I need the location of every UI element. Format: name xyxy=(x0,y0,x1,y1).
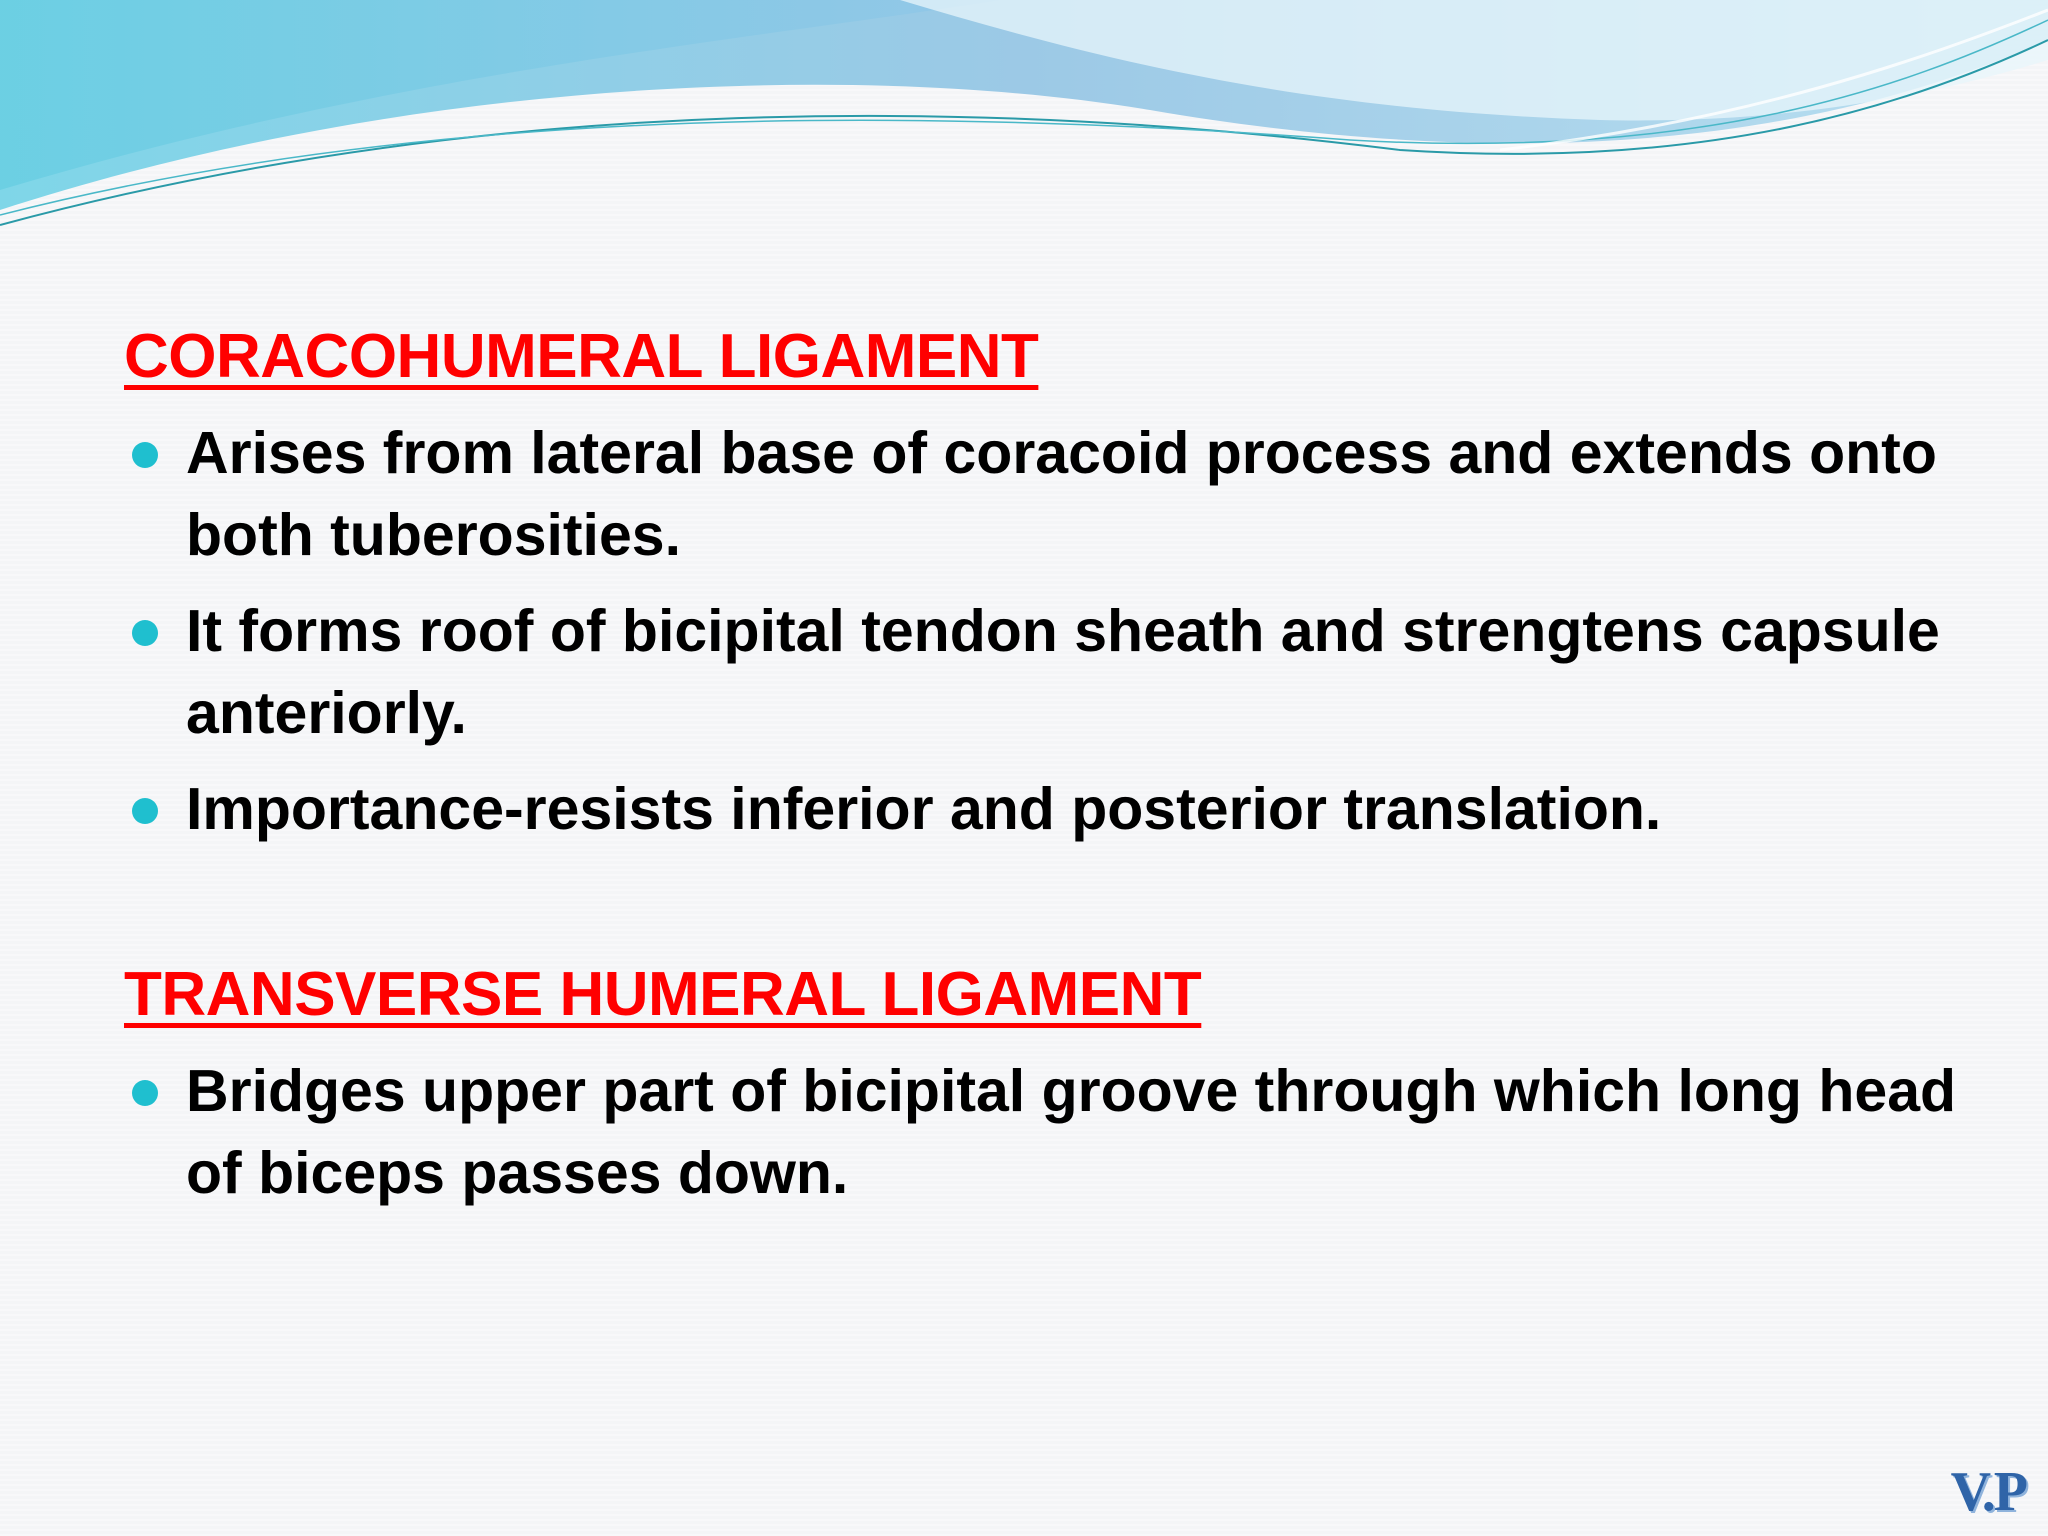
slide-content xyxy=(124,316,2004,1214)
bullet-dot-icon xyxy=(132,1080,158,1106)
bullet-item xyxy=(124,1050,2004,1214)
vp-logo: V.P xyxy=(1950,1461,2026,1523)
bullet-text: Arises from lateral base of coracoid process and extends onto both tuberosities. xyxy=(186,420,1937,568)
section-heading-transverse-humeral: TRANSVERSE HUMERAL LIGAMENT xyxy=(124,960,1202,1029)
header-wave-decoration xyxy=(0,0,2048,240)
bullet-dot-icon xyxy=(132,798,158,824)
bullet-text: Bridges upper part of bicipital groove through which long head of biceps passes down. xyxy=(186,1058,1957,1206)
bullet-text: It forms roof of bicipital tendon sheath and strengtens capsule anteriorly. xyxy=(186,598,1940,746)
bullet-item xyxy=(124,590,2004,754)
bullet-dot-icon xyxy=(132,620,158,646)
section-heading-coracohumeral: CORACOHUMERAL LIGAMENT xyxy=(124,322,1039,391)
bullet-list-coracohumeral xyxy=(124,412,2004,850)
bullet-list-transverse-humeral xyxy=(124,1050,2004,1214)
bullet-dot-icon xyxy=(132,442,158,468)
bullet-item xyxy=(124,768,2004,850)
bullet-text: Importance-resists inferior and posterior translation. xyxy=(186,776,1662,842)
bullet-item xyxy=(124,412,2004,576)
